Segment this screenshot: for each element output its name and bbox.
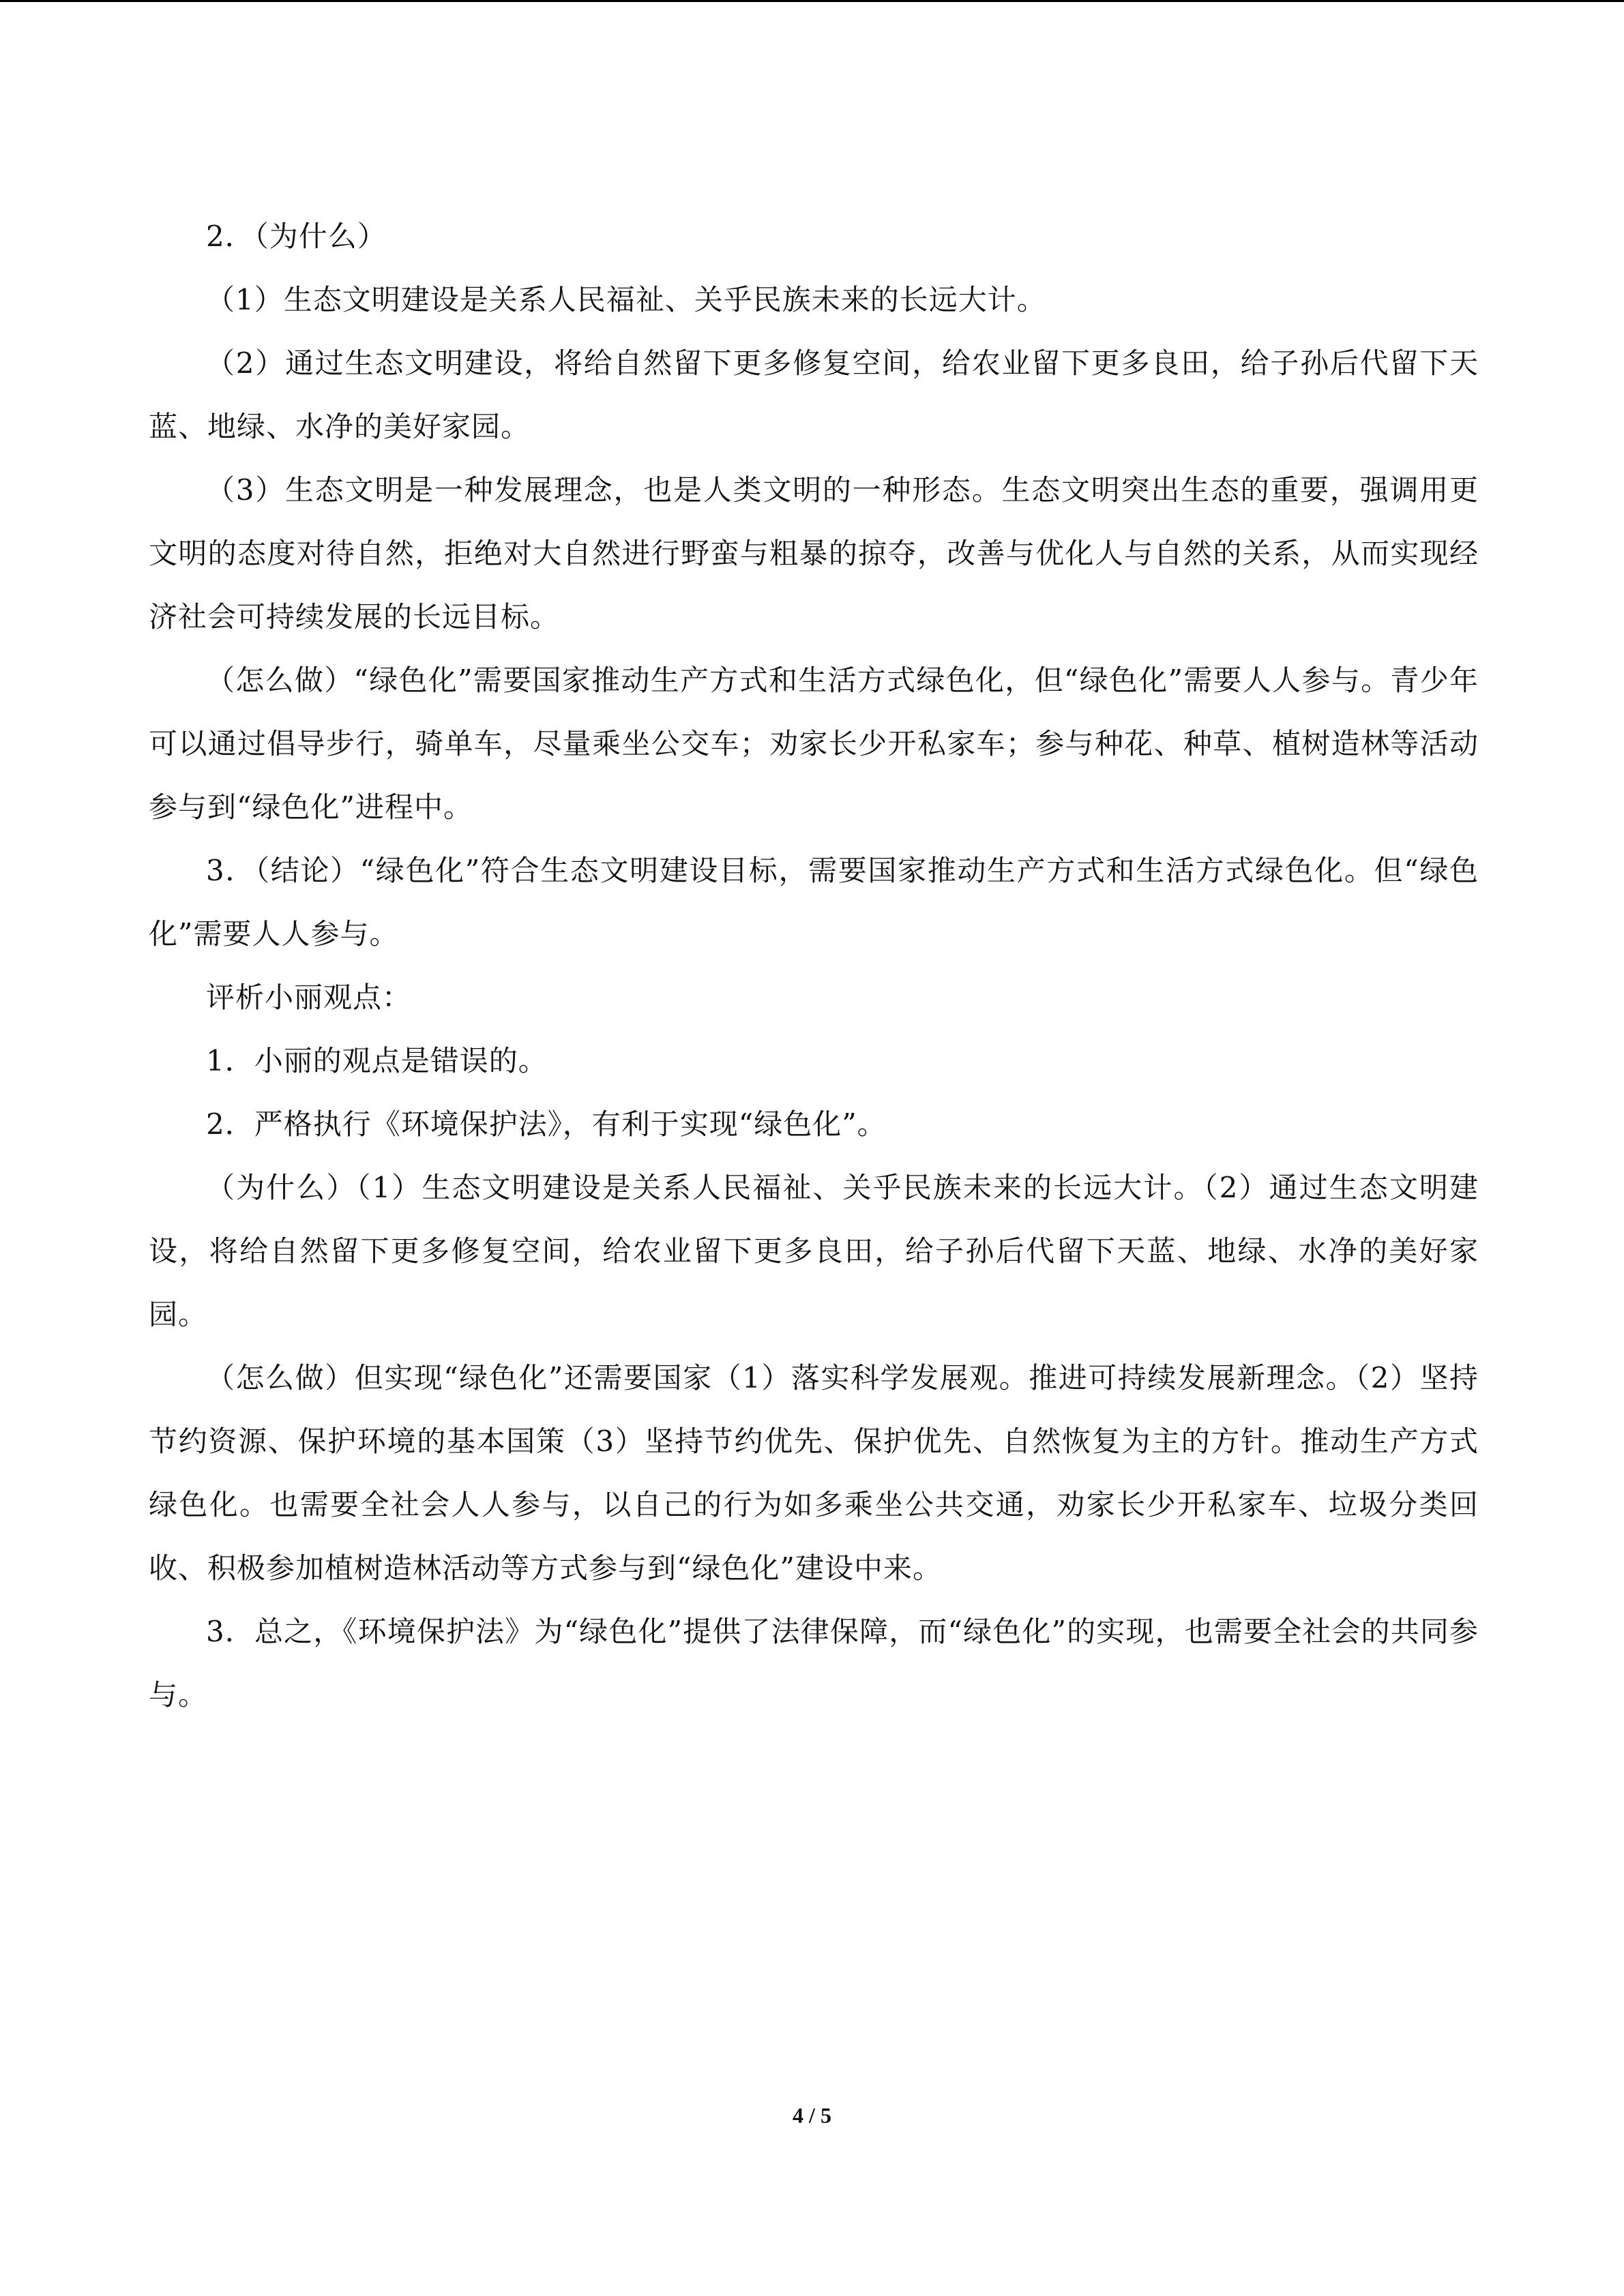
paragraph-evaluation-point-2: 2．严格执行《环境保护法》，有利于实现“绿色化”。 [206, 1107, 887, 1141]
paragraph-why-point-3: （3）生态文明是一种发展理念，也是人类文明的一种形态。生态文明突出生态的重要，强调用更文明的态度对待自然，拒绝对大自然进行野蛮与粗暴的掠夺，改善与优化人与自然的关系，从而实现经济社会可持续发展的长远目标。 [149, 473, 1479, 633]
paragraph-evaluation-point-1: 1．小丽的观点是错误的。 [206, 1044, 548, 1077]
paragraph-why-heading: 2．（为什么） [206, 220, 387, 253]
paragraph-why-point-1: （1）生态文明建设是关系人民福祉、关乎民族未来的长远大计。 [206, 283, 1046, 316]
page-number: 4 / 5 [793, 2103, 831, 2128]
document-body [149, 205, 1479, 1727]
paragraph-evaluation-heading: 评析小丽观点： [206, 981, 412, 1014]
paragraph-conclusion: 3．（结论）“绿色化”符合生态文明建设目标，需要国家推动生产方式和生活方式绿色化。但“绿色化”需要人人参与。 [149, 854, 1479, 951]
paragraph-why-point-2: （2）通过生态文明建设，将给自然留下更多修复空间，给农业留下更多良田，给子孙后代留下天蓝、地绿、水净的美好家园。 [149, 346, 1479, 443]
paragraph-evaluation-summary: 3．总之，《环境保护法》为“绿色化”提供了法律保障，而“绿色化”的实现，也需要全社会的共同参与。 [149, 1615, 1479, 1712]
paragraph-evaluation-how: （怎么做）但实现“绿色化”还需要国家（1）落实科学发展观。推进可持续发展新理念。（2）坚持节约资源、保护环境的基本国策（3）坚持节约优先、保护优先、自然恢复为主的方针。推动生产方式绿色化。也需要全社会人人参与，以自己的行为如多乘坐公共交通，劝家长少开私家车、垃圾分类回收、积极参加植树造林活动等方式参与到“绿色化”建设中来。 [149, 1361, 1479, 1585]
page-top-border [0, 0, 1624, 2]
paragraph-evaluation-why: （为什么）（1）生态文明建设是关系人民福祉、关乎民族未来的长远大计。（2）通过生态文明建设，将给自然留下更多修复空间，给农业留下更多良田，给子孙后代留下天蓝、地绿、水净的美好家园。 [149, 1171, 1479, 1331]
paragraph-how: （怎么做）“绿色化”需要国家推动生产方式和生活方式绿色化，但“绿色化”需要人人参与。青少年可以通过倡导步行，骑单车，尽量乘坐公交车；劝家长少开私家车；参与种花、种草、植树造林等活动参与到“绿色化”进程中。 [149, 664, 1479, 824]
